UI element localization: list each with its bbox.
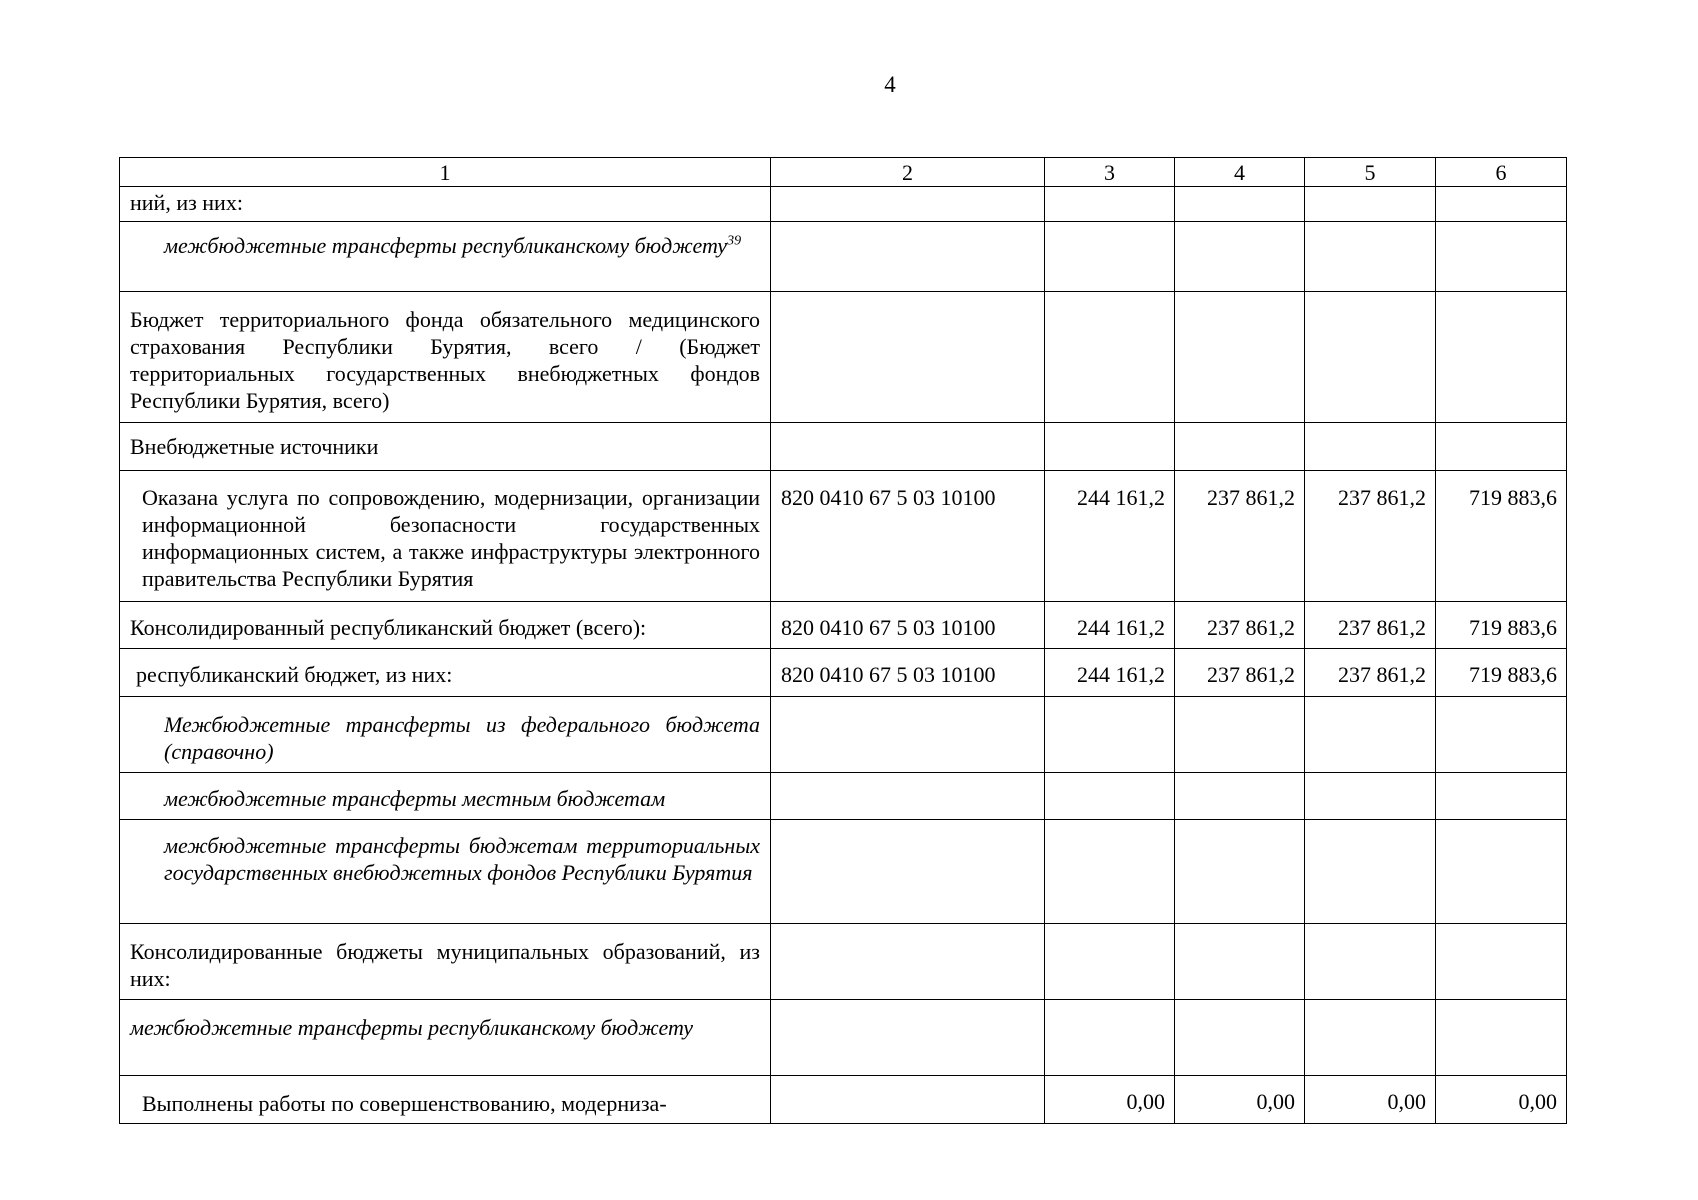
- column-header-3: 3: [1045, 158, 1175, 187]
- page-number: 4: [884, 72, 896, 97]
- row-value-6: [1436, 187, 1567, 222]
- row-label: Внебюджетные источники: [120, 423, 771, 471]
- row-label-text: межбюджетные трансферты республиканскому бюджету: [164, 233, 728, 258]
- row-value-3: [1045, 1000, 1175, 1076]
- row-label: [120, 222, 771, 292]
- row-code: 820 0410 67 5 03 10100: [771, 649, 1045, 697]
- row-value-6: [1436, 423, 1567, 471]
- row-value-4: [1175, 292, 1305, 423]
- row-code: [771, 924, 1045, 1000]
- table-row: [120, 773, 1567, 820]
- row-value-4: [1175, 423, 1305, 471]
- table-row: [120, 697, 1567, 773]
- row-code: [771, 820, 1045, 924]
- row-label: межбюджетные трансферты республиканскому бюджету: [120, 1000, 771, 1076]
- row-value-4: [1175, 187, 1305, 222]
- row-value-6: [1436, 773, 1567, 820]
- row-value-5: [1305, 423, 1436, 471]
- row-value-6: [1436, 222, 1567, 292]
- row-value-5: [1305, 292, 1436, 423]
- row-value-5: [1305, 222, 1436, 292]
- row-code: [771, 773, 1045, 820]
- row-value-3: [1045, 292, 1175, 423]
- row-value-5: 237 861,2: [1305, 602, 1436, 649]
- row-value-6: [1436, 697, 1567, 773]
- row-code: [771, 222, 1045, 292]
- row-value-6: 719 883,6: [1436, 471, 1567, 602]
- column-header-4: 4: [1175, 158, 1305, 187]
- row-value-6: 719 883,6: [1436, 649, 1567, 697]
- row-value-3: [1045, 820, 1175, 924]
- row-value-5: 0,00: [1305, 1076, 1436, 1124]
- row-code: [771, 697, 1045, 773]
- row-label: ний, из них:: [120, 187, 771, 222]
- row-label: Оказана услуга по сопровождению, модернизации, организации информационной безопасности государственных информационных систем, а также инфраструктуры электронного правительства Республики Бурятия: [120, 471, 771, 602]
- row-value-4: [1175, 773, 1305, 820]
- column-header-5: 5: [1305, 158, 1436, 187]
- row-value-6: [1436, 292, 1567, 423]
- row-value-4: 237 861,2: [1175, 471, 1305, 602]
- row-value-3: 244 161,2: [1045, 471, 1175, 602]
- row-code: [771, 423, 1045, 471]
- table-row: [120, 602, 1567, 649]
- row-label: Межбюджетные трансферты из федерального бюджета (справочно): [120, 697, 771, 773]
- row-value-6: [1436, 820, 1567, 924]
- table-row: [120, 471, 1567, 602]
- row-label: Консолидированный республиканский бюджет (всего):: [120, 602, 771, 649]
- table-header-row: [120, 158, 1567, 187]
- row-value-5: [1305, 697, 1436, 773]
- table-row: [120, 222, 1567, 292]
- table-row: [120, 1076, 1567, 1124]
- row-value-4: [1175, 924, 1305, 1000]
- footnote-marker: 39: [727, 233, 742, 249]
- row-label: межбюджетные трансферты бюджетам территориальных государственных внебюджетных фондов Республики Бурятия: [120, 820, 771, 924]
- row-code: 820 0410 67 5 03 10100: [771, 471, 1045, 602]
- row-value-4: [1175, 697, 1305, 773]
- row-value-4: 237 861,2: [1175, 649, 1305, 697]
- row-code: 820 0410 67 5 03 10100: [771, 602, 1045, 649]
- row-label: Выполнены работы по совершенствованию, модерниза-: [120, 1076, 771, 1124]
- row-value-5: 237 861,2: [1305, 471, 1436, 602]
- row-value-4: [1175, 820, 1305, 924]
- row-value-5: 237 861,2: [1305, 649, 1436, 697]
- table-row: [120, 187, 1567, 222]
- row-label: республиканский бюджет, из них:: [120, 649, 771, 697]
- row-code: [771, 1000, 1045, 1076]
- table-row: [120, 423, 1567, 471]
- row-value-3: [1045, 773, 1175, 820]
- table-row: [120, 820, 1567, 924]
- row-value-3: 244 161,2: [1045, 602, 1175, 649]
- row-value-6: [1436, 924, 1567, 1000]
- row-value-6: 0,00: [1436, 1076, 1567, 1124]
- row-value-4: [1175, 1000, 1305, 1076]
- row-label: Бюджет территориального фонда обязательного медицинского страхования Республики Бурятия, всего / (Бюджет территориальных государственных внебюджетных фондов Республики Бурятия, всего): [120, 292, 771, 423]
- table-row: [120, 649, 1567, 697]
- row-value-6: [1436, 1000, 1567, 1076]
- row-value-5: [1305, 1000, 1436, 1076]
- table-row: [120, 924, 1567, 1000]
- row-value-3: [1045, 924, 1175, 1000]
- column-header-6: 6: [1436, 158, 1567, 187]
- row-label: межбюджетные трансферты местным бюджетам: [120, 773, 771, 820]
- column-header-2: 2: [771, 158, 1045, 187]
- row-value-5: [1305, 187, 1436, 222]
- row-value-3: [1045, 222, 1175, 292]
- row-value-3: 244 161,2: [1045, 649, 1175, 697]
- row-code: [771, 187, 1045, 222]
- row-value-4: 0,00: [1175, 1076, 1305, 1124]
- row-value-3: [1045, 423, 1175, 471]
- row-value-6: 719 883,6: [1436, 602, 1567, 649]
- row-value-4: [1175, 222, 1305, 292]
- row-value-5: [1305, 773, 1436, 820]
- row-value-5: [1305, 924, 1436, 1000]
- row-value-4: 237 861,2: [1175, 602, 1305, 649]
- table-row: [120, 1000, 1567, 1076]
- row-value-3: [1045, 697, 1175, 773]
- row-value-3: 0,00: [1045, 1076, 1175, 1124]
- table-row: [120, 292, 1567, 423]
- column-header-1: 1: [120, 158, 771, 187]
- row-code: [771, 1076, 1045, 1124]
- row-value-3: [1045, 187, 1175, 222]
- budget-table: [119, 157, 1567, 1124]
- row-value-5: [1305, 820, 1436, 924]
- row-code: [771, 292, 1045, 423]
- row-label: Консолидированные бюджеты муниципальных образований, из них:: [120, 924, 771, 1000]
